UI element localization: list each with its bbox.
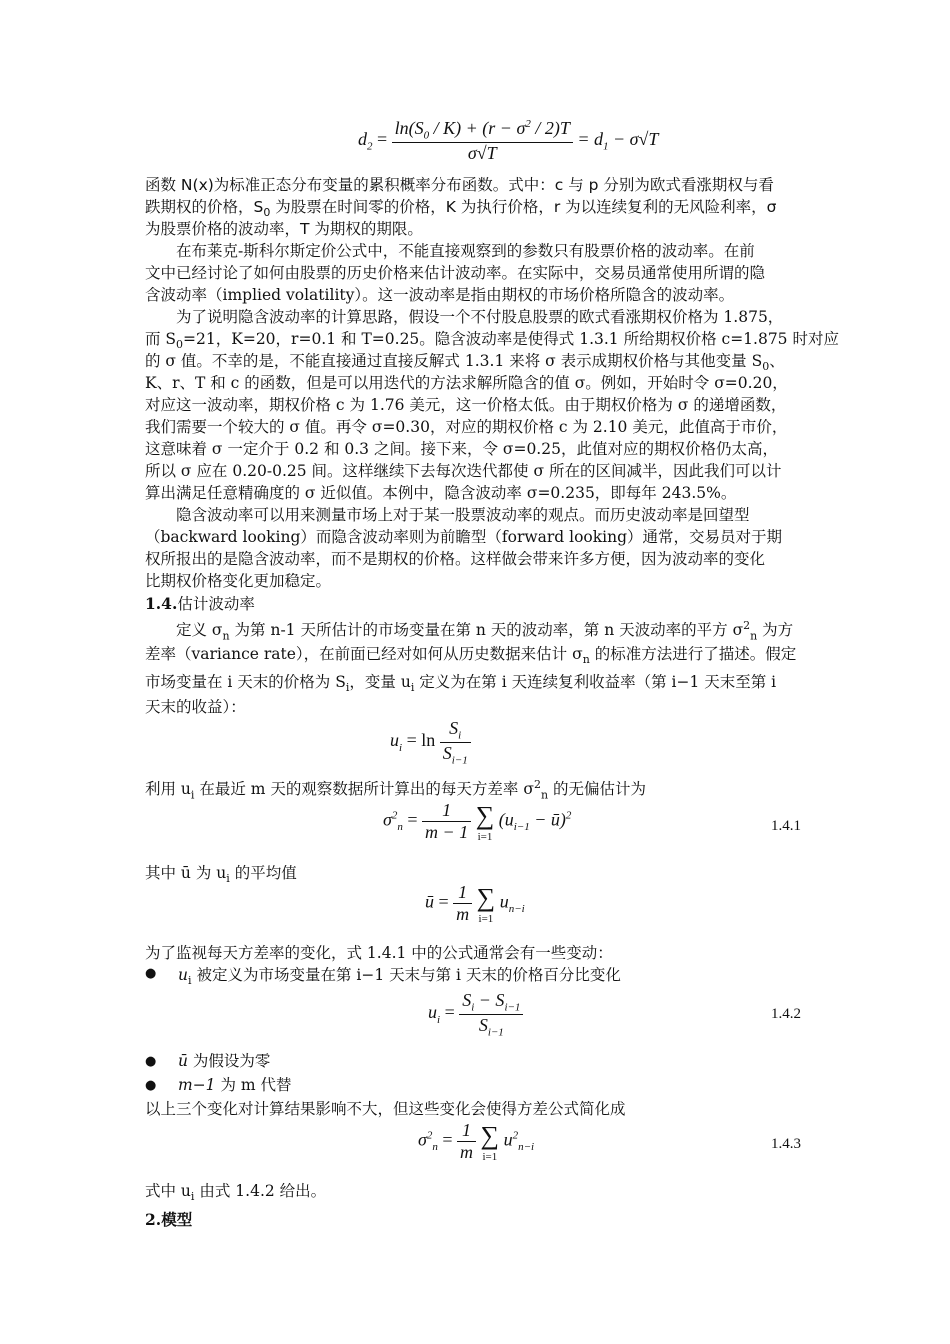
equation-number-1-4-2: 1.4.2 xyxy=(771,1006,801,1022)
formula-1-4-1 xyxy=(383,800,571,843)
para3-line2-b: =21，K=20，r=0.1 和 T=0.25。隐含波动率是使得式 1.3.1 所给期权价格 c=1.875 时对应 xyxy=(183,330,839,348)
formula-142-lhs-sub: i xyxy=(437,1013,441,1026)
formula-d2-rhs: = d xyxy=(577,128,603,149)
formula-143-body-sub: n−i xyxy=(518,1141,535,1154)
bullet-3-symbol: ● xyxy=(145,1078,157,1093)
para3-line9: 算出满足任意精确度的 σ 近似值。本例中，隐含波动率 σ=0.235，即每年 243.5%。 xyxy=(145,484,737,502)
para3-line3-sub: 0 xyxy=(762,360,770,374)
formula-d2-num: ln(S xyxy=(394,118,424,138)
formula-mean-fraction xyxy=(453,882,472,925)
formula-141-lhs-sub: n xyxy=(397,821,403,834)
formula-ui-fraction xyxy=(440,718,471,766)
formula-mean-den: m xyxy=(456,904,470,924)
para5-line1-a: 定义 σ xyxy=(176,621,223,640)
para10-b: 由式 1.4.2 给出。 xyxy=(194,1182,327,1200)
formula-d2-den: σ√T xyxy=(467,142,497,163)
formula-142-num: S xyxy=(462,990,472,1010)
para6-sub: i xyxy=(190,788,195,802)
para1-line3: 为股票价格的波动率，T 为期权的期限。 xyxy=(145,220,423,238)
equation-number-1-4-3: 1.4.3 xyxy=(771,1136,801,1152)
para4-line2: （backward looking）而隐含波动率则为前瞻型（forward looking）通常，交易员对于期 xyxy=(145,528,783,546)
formula-mean xyxy=(425,882,525,925)
formula-142-den: S xyxy=(478,1014,488,1035)
para3-line5: 对应这一波动率，期权价格 c 为 1.76 美元，这一价格太低。由于期权价格为 σ 的递增函数， xyxy=(145,396,787,414)
formula-141-body: (u xyxy=(498,809,514,830)
para6-c: 的无偏估计为 xyxy=(548,780,646,799)
formula-ui-lhs-sub: i xyxy=(399,741,403,754)
bullet-1-symbol: ● xyxy=(145,966,157,981)
formula-ui-num-sub: i xyxy=(458,729,462,742)
formula-143-sum-sign: ∑ xyxy=(480,1120,500,1150)
formula-142-eq: = xyxy=(444,1002,455,1023)
para5-line3-a: 市场变量在 i 天末的价格为 S xyxy=(145,673,346,691)
formula-143-lhs-sup: 2 xyxy=(426,1129,433,1142)
formula-ui-eq: = ln xyxy=(406,730,436,751)
formula-ui-den: S xyxy=(442,742,452,763)
formula-ui-lhs: u xyxy=(390,730,399,751)
bullet-3-text xyxy=(178,1074,838,1096)
para1-line2-b: 为股票在时间零的价格，K 为执行价格，r 为以连续复利的无风险利率，σ xyxy=(270,198,777,216)
formula-142-num-sub2: i−1 xyxy=(504,1001,521,1014)
para6-a: 利用 u xyxy=(145,780,191,799)
formula-mean-num: 1 xyxy=(453,882,472,904)
formula-143-eq: = xyxy=(442,1129,453,1150)
formula-d2-lhs: d xyxy=(358,128,367,149)
formula-141-sum-sign: ∑ xyxy=(475,800,495,830)
para3-line8: 所以 σ 应在 0.20-0.25 间。这样继续下去每次迭代都使 σ 所在的区间减半，因此我们可以计 xyxy=(145,462,782,480)
formula-143-lhs-sub: n xyxy=(432,1141,438,1154)
para2-line3: 含波动率（implied volatility）。这一波动率是指由期权的市场价格所隐含的波动率。 xyxy=(145,286,735,304)
formula-141-eq: = xyxy=(407,809,418,830)
bullet-2-desc: 为假设为零 xyxy=(187,1052,271,1070)
formula-143-body-sup: 2 xyxy=(512,1129,519,1142)
formula-mean-eq: = xyxy=(438,891,449,912)
para4-line4: 比期权价格变化更加稳定。 xyxy=(145,572,332,590)
bullet-2-symbol: ● xyxy=(145,1054,157,1069)
bullet-1-sub: i xyxy=(187,974,192,988)
formula-141-den: m − 1 xyxy=(425,822,469,842)
formula-141-lhs: σ xyxy=(383,809,392,830)
para3-line7: 这意味着 σ 一定介于 0.2 和 0.3 之间。接下来，令 σ=0.25，此值对应的期权价格仍太高， xyxy=(145,440,778,458)
para3-line1: 为了说明隐含波动率的计算思路，假设一个不付股息股票的欧式看涨期权价格为 1.875， xyxy=(176,308,784,326)
formula-141-body-end: − ū) xyxy=(529,809,566,830)
para5-line3-b: ，变量 u xyxy=(349,673,411,691)
formula-141-body-sub: i−1 xyxy=(513,821,530,834)
para9-line: 以上三个变化对计算结果影响不大，但这些变化会使得方差公式简化成 xyxy=(145,1100,626,1118)
formula-142-num-sub: i xyxy=(471,1001,475,1014)
section-2-title: 模型 xyxy=(161,1210,193,1229)
para3-line2-sub: 0 xyxy=(176,338,184,352)
formula-143-body: u xyxy=(503,1129,513,1150)
formula-142-fraction xyxy=(459,990,523,1038)
bullet-2-var: ū xyxy=(178,1052,188,1070)
para5-line4: 天末的收益）： xyxy=(145,698,246,716)
para5-line1-sub: n xyxy=(222,629,230,643)
para7-sub: i xyxy=(226,872,230,886)
para3-line6: 我们需要一个较大的 σ 值。再令 σ=0.30，对应的期权价格 c 为 2.10 美元，此值高于市价， xyxy=(145,418,788,436)
para1-line1: 函数 N(x)为标准正态分布变量的累积概率分布函数。式中：c 与 p 分别为欧式看涨期权与看 xyxy=(145,176,774,194)
section-heading-1-4 xyxy=(145,592,255,614)
formula-mean-sum-sign: ∑ xyxy=(476,882,496,912)
para4-line1: 隐含波动率可以用来测量市场上对于某一股票波动率的观点。而历史波动率是回望型 xyxy=(176,506,750,524)
formula-1-4-2 xyxy=(428,990,523,1038)
formula-d2-num-sub: 0 xyxy=(423,129,430,142)
para3-line4: K、r、T 和 c 的函数，但是可以用迭代的方法求解所隐含的值 σ。例如，开始时令 σ=0.20， xyxy=(145,374,788,392)
formula-143-lhs: σ xyxy=(418,1129,427,1150)
para1-line2-a: 跌期权的价格，S xyxy=(145,198,264,216)
para10-line xyxy=(145,1180,805,1208)
formula-141-body-sup: 2 xyxy=(565,809,572,822)
formula-ui-num: S xyxy=(449,718,459,738)
para5-line3-c: 定义为在第 i 天连续复利收益率（第 i−1 天末至第 i xyxy=(414,673,777,691)
para5-line3-sub: i xyxy=(345,681,350,695)
formula-143-fraction xyxy=(457,1120,476,1163)
formula-143-sum xyxy=(481,1121,500,1163)
para4-line3: 权所报出的是隐含波动率，而不是期权的价格。这样做会带来许多方便，因为波动率的变化 xyxy=(145,550,766,568)
para5-line1-sub2: n xyxy=(750,629,758,643)
formula-d2: $d_2$ = $\frac{\ln(S_0 / K) + (r - \sigma^2 / 2)T}{\sigma√T}$ = $d_1 - \sigma√T$ xyxy=(358,118,659,163)
para5-line2-sub: n xyxy=(582,653,590,667)
formula-143-den: m xyxy=(460,1142,474,1162)
para1-line2-sub: 0 xyxy=(263,206,271,220)
formula-mean-sum-lower: i=1 xyxy=(478,912,494,925)
equation-number-1-4-1: 1.4.1 xyxy=(771,818,801,834)
para7-b: 的平均值 xyxy=(229,864,297,882)
bullet-2-text xyxy=(178,1050,838,1072)
formula-d2-rhs-end: − σ√T xyxy=(608,128,659,149)
para6-b: 在最近 m 天的观察数据所计算出的每天方差率 σ xyxy=(194,780,534,799)
para5-line2-a: 差率（variance rate），在前面已经对如何从历史数据来估计 σ xyxy=(145,645,583,663)
bullet-3-desc: 为 m 代替 xyxy=(215,1076,292,1094)
formula-142-lhs: u xyxy=(428,1002,437,1023)
formula-ui xyxy=(390,718,471,766)
bullet-3-var: m−1 xyxy=(178,1076,216,1094)
formula-141-sum-lower: i=1 xyxy=(477,830,493,843)
formula-142-num-mid: − S xyxy=(474,990,505,1010)
formula-142-den-sub: i−1 xyxy=(487,1026,504,1039)
formula-d2-num-rest: / K) + (r − σ xyxy=(429,118,526,138)
para2-line2: 文中已经讨论了如何由股票的历史价格来估计波动率。在实际中，交易员通常使用所谓的隐 xyxy=(145,264,766,282)
formula-mean-body-sub: n−i xyxy=(508,903,525,916)
para5-line1-b: 为第 n-1 天所估计的市场变量在第 n 天的波动率，第 n 天波动率的平方 σ xyxy=(229,621,744,640)
formula-d2-num-end: / 2)T xyxy=(530,118,570,138)
formula-d2-rhs-sub: 1 xyxy=(603,140,609,153)
para7-a: 其中 ū 为 u xyxy=(145,864,227,882)
formula-ui-den-sub: i−1 xyxy=(451,754,468,767)
formula-1-4-3 xyxy=(418,1120,534,1163)
formula-mean-body: u xyxy=(499,891,509,912)
formula-143-num: 1 xyxy=(457,1120,476,1142)
para10-sub: i xyxy=(190,1190,195,1204)
formula-d2-fraction xyxy=(392,118,573,164)
formula-d2-num-sup: 2 xyxy=(525,118,531,130)
para3-line3-b: 、 xyxy=(769,352,785,370)
para6-sub2: n xyxy=(540,788,549,802)
formula-141-lhs-sup: 2 xyxy=(391,809,398,822)
section-1-4-title: 估计波动率 xyxy=(177,595,255,613)
para5-line2-b: 的标准方法进行了描述。假定 xyxy=(589,645,797,663)
formula-143-sum-lower: i=1 xyxy=(482,1150,498,1163)
formula-mean-sum xyxy=(477,883,496,925)
bullet-1-var: u xyxy=(178,966,188,984)
bullet-1-text xyxy=(178,964,838,992)
formula-141-fraction xyxy=(422,800,471,843)
para5-line1-sup: 2 xyxy=(743,619,751,632)
bullet-1-desc: 被定义为市场变量在第 i−1 天末与第 i 天末的价格百分比变化 xyxy=(191,966,621,984)
para8-line: 为了监视每天方差率的变化，式 1.4.1 中的公式通常会有一些变动： xyxy=(145,944,613,962)
para2-line1: 在布莱克-斯科尔斯定价公式中，不能直接观察到的参数只有股票价格的波动率。在前 xyxy=(176,242,755,260)
para5-line1-c: 为方 xyxy=(757,621,794,640)
formula-141-num: 1 xyxy=(422,800,471,822)
para3-line3-a: 的 σ 值。不幸的是，不能直接通过直接反解式 1.3.1 来将 σ 表示成期权价格与其他变量 S xyxy=(145,352,763,370)
formula-d2-lhs-sub: 2 xyxy=(367,140,373,153)
para10-a: 式中 u xyxy=(145,1182,191,1200)
para5-line3-sub2: i xyxy=(410,681,415,695)
section-1-4-number: 1.4. xyxy=(145,594,178,613)
section-heading-2 xyxy=(145,1208,192,1230)
formula-mean-lhs: ū xyxy=(425,891,434,912)
formula-141-sum xyxy=(476,801,495,843)
section-2-number: 2. xyxy=(145,1210,162,1229)
para3-line2-a: 而 S xyxy=(145,330,177,348)
para6-sup: 2 xyxy=(533,778,541,791)
